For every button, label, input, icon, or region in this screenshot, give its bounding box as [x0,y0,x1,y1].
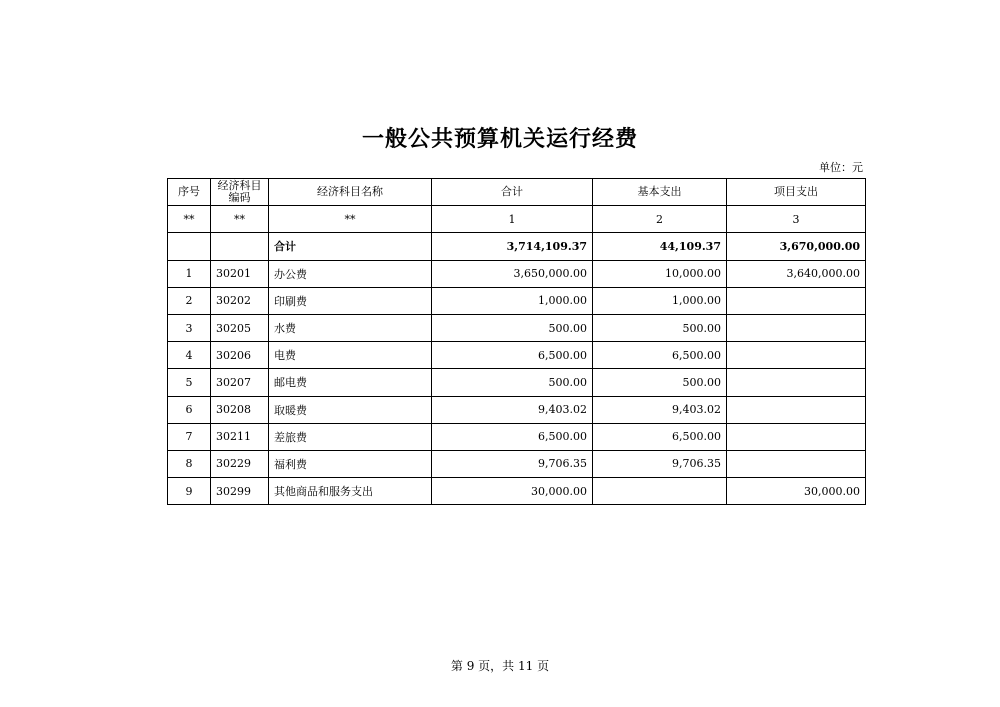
total-amount: 3,714,109.37 [432,233,593,260]
cell-basic: 500.00 [593,314,727,341]
cell-project [727,287,866,314]
cell-basic: 1,000.00 [593,287,727,314]
cell-name: 福利费 [269,450,432,477]
page-title: 一般公共预算机关运行经费 [361,127,638,152]
cell-total: 3,650,000.00 [432,260,593,287]
table-row [168,287,866,314]
index-cell: ** [269,206,432,233]
table-row [168,342,866,369]
page-footer: 第 9 页，共 11 页 [450,659,550,673]
unit-label: 单位：元 [819,161,863,174]
cell-no: 8 [168,450,211,477]
header-cell: 基本支出 [593,179,727,206]
cell-project: 30,000.00 [727,478,866,505]
cell-code: 30208 [211,396,269,423]
cell-no: 7 [168,423,211,450]
cell-code: 30299 [211,478,269,505]
total-row [168,233,866,260]
header-cell: 合计 [432,179,593,206]
header-cell: 序号 [168,179,211,206]
cell-code: 30207 [211,369,269,396]
header-cell: 经济科目名称 [269,179,432,206]
cell-basic: 500.00 [593,369,727,396]
index-row [168,206,866,233]
cell-project [727,423,866,450]
cell-code: 30229 [211,450,269,477]
cell-code: 30201 [211,260,269,287]
cell-name: 取暖费 [269,396,432,423]
header-cell: 经济科目编码 [211,179,269,206]
total-project: 3,670,000.00 [727,233,866,260]
cell-total: 500.00 [432,314,593,341]
cell-no: 1 [168,260,211,287]
table-row [168,450,866,477]
table-row [168,478,866,505]
cell-code: 30206 [211,342,269,369]
cell-name: 印刷费 [269,287,432,314]
index-cell: 1 [432,206,593,233]
cell-name: 差旅费 [269,423,432,450]
total-basic: 44,109.37 [593,233,727,260]
cell-no: 5 [168,369,211,396]
cell-code: 30205 [211,314,269,341]
table-row [168,423,866,450]
cell-total: 500.00 [432,369,593,396]
table-row [168,260,866,287]
cell-project [727,369,866,396]
cell-total: 6,500.00 [432,423,593,450]
cell-code: 30211 [211,423,269,450]
cell-no: 4 [168,342,211,369]
index-cell: ** [168,206,211,233]
cell-basic: 6,500.00 [593,342,727,369]
cell-project [727,396,866,423]
cell-no: 6 [168,396,211,423]
cell-name: 邮电费 [269,369,432,396]
cell-name: 其他商品和服务支出 [269,478,432,505]
cell-code: 30202 [211,287,269,314]
budget-table [167,178,866,505]
cell-name: 办公费 [269,260,432,287]
cell-basic: 9,403.02 [593,396,727,423]
cell-no: 2 [168,287,211,314]
table-row [168,314,866,341]
cell-total: 30,000.00 [432,478,593,505]
cell-total: 9,706.35 [432,450,593,477]
cell-name: 水费 [269,314,432,341]
total-label: 合计 [269,233,432,260]
cell-name: 电费 [269,342,432,369]
cell-basic: 10,000.00 [593,260,727,287]
header-cell: 项目支出 [727,179,866,206]
header-row [168,179,866,206]
cell-project [727,314,866,341]
cell-project [727,450,866,477]
cell-no: 3 [168,314,211,341]
cell-total: 9,403.02 [432,396,593,423]
cell-basic: 9,706.35 [593,450,727,477]
index-cell: 3 [727,206,866,233]
cell-basic [593,478,727,505]
total-code-cell [211,233,269,260]
cell-project: 3,640,000.00 [727,260,866,287]
cell-total: 1,000.00 [432,287,593,314]
table-row [168,396,866,423]
total-no-cell [168,233,211,260]
index-cell: ** [211,206,269,233]
cell-project [727,342,866,369]
cell-basic: 6,500.00 [593,423,727,450]
index-cell: 2 [593,206,727,233]
table-row [168,369,866,396]
cell-total: 6,500.00 [432,342,593,369]
cell-no: 9 [168,478,211,505]
